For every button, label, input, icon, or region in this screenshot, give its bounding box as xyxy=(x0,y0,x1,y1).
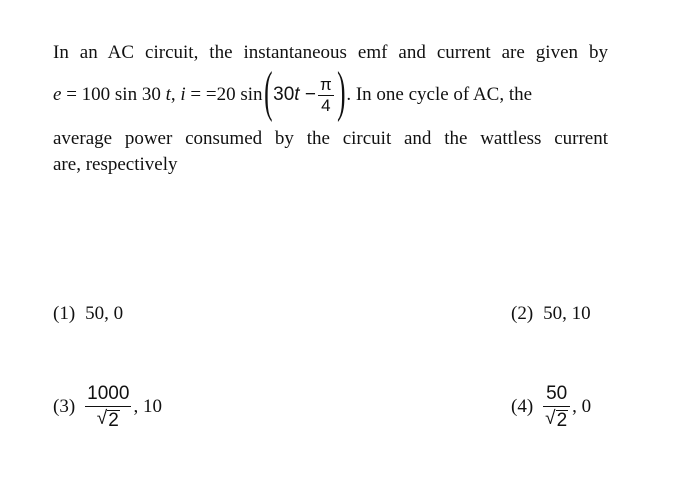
option-4[interactable] xyxy=(511,382,591,431)
option-3-tail: , 10 xyxy=(133,395,162,417)
option-4-fraction xyxy=(543,382,570,431)
option-2-label: (2) xyxy=(511,303,534,324)
option-2-text: 50, 10 xyxy=(543,303,591,324)
question-line-2-tail: . In one cycle of AC, the xyxy=(346,84,533,105)
option-1-label: (1) xyxy=(53,303,76,324)
option-4-radicand: 2 xyxy=(556,410,568,431)
phase-numerator: π xyxy=(319,74,332,94)
option-4-label: (4) xyxy=(511,395,534,417)
open-paren: ( xyxy=(263,61,273,123)
question-line-3: average power consumed by the circuit and the wattless current xyxy=(53,128,608,149)
option-3-denominator xyxy=(95,407,122,431)
option-2[interactable] xyxy=(511,301,591,327)
option-4-numerator: 50 xyxy=(546,383,568,404)
option-4-tail: , 0 xyxy=(572,395,592,417)
close-paren: ) xyxy=(336,61,346,123)
option-3-label: (3) xyxy=(53,395,76,417)
current-equation: = =20 sin xyxy=(185,84,263,105)
phase-denominator: 4 xyxy=(321,95,331,115)
emf-equation: = 100 sin 30 xyxy=(61,84,166,105)
option-3-radicand: 2 xyxy=(108,410,119,431)
option-3[interactable] xyxy=(53,382,162,431)
comma: , xyxy=(170,84,181,105)
option-1[interactable] xyxy=(53,301,123,327)
sin-argument: 30 xyxy=(273,84,295,105)
var-i: i xyxy=(180,84,186,105)
option-3-numerator: 1000 xyxy=(87,383,130,404)
question-line-4: are, respectively xyxy=(53,154,178,175)
phase-fraction xyxy=(318,75,334,116)
var-e: e xyxy=(53,84,62,105)
sin-argument-t: t xyxy=(294,84,300,105)
sqrt-symbol: √ xyxy=(545,408,556,429)
question-line-2 xyxy=(53,61,608,124)
option-1-text: 50, 0 xyxy=(85,303,124,324)
var-t: t xyxy=(165,84,171,105)
question-line-1: In an AC circuit, the instantaneous emf and current are given by xyxy=(53,42,608,63)
question-stem xyxy=(53,40,608,178)
option-3-fraction xyxy=(85,382,131,431)
option-4-denominator xyxy=(543,407,570,431)
minus-sign: − xyxy=(299,84,316,105)
sqrt-symbol: √ xyxy=(96,408,108,429)
